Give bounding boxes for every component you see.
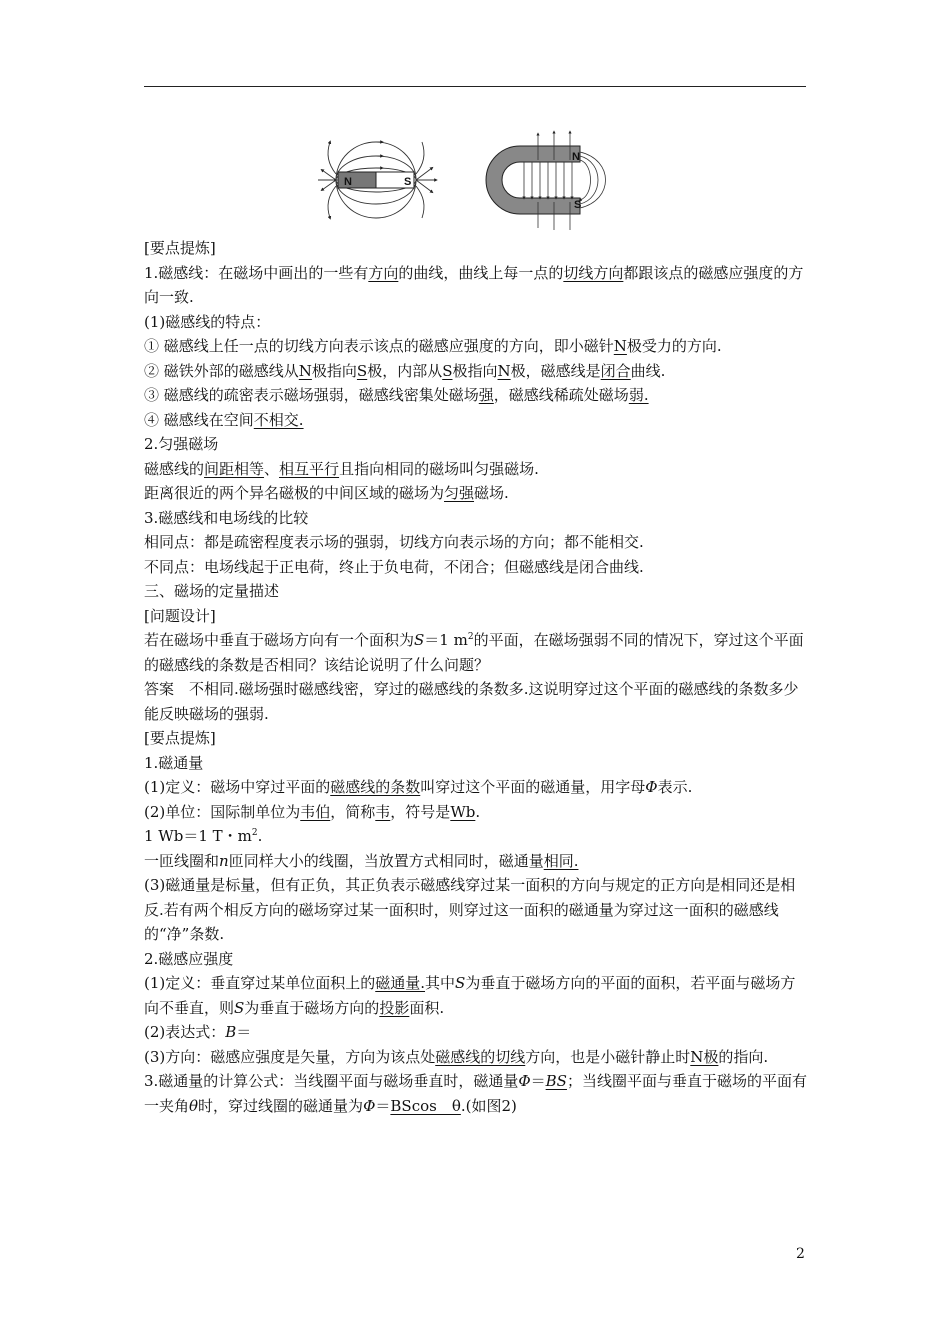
header-rule [144, 86, 806, 87]
paragraph: ④ 磁感线在空间不相交. [144, 410, 304, 429]
section-title: [要点提炼] [144, 729, 216, 747]
paragraph: (2)表达式：B＝ [144, 1023, 252, 1041]
paragraph: 一匝线圈和n匝同样大小的线圈，当放置方式相同时，磁通量相同. [144, 851, 579, 870]
paragraph: 2.磁感应强度 [144, 949, 234, 968]
paragraph: (1)磁感线的特点： [144, 312, 271, 331]
section-title: [问题设计] [144, 606, 216, 625]
bar-magnet-s-label: S [404, 176, 412, 188]
horseshoe-magnet-diagram [486, 132, 605, 230]
paragraph: ② 磁铁外部的磁感线从N极指向S极，内部从S极指向N极，磁感线是闭合曲线. [144, 361, 666, 380]
paragraph: (2)单位：国际制单位为韦伯，简称韦，符号是Wb. [144, 802, 481, 821]
paragraph: (3)方向：磁感应强度是矢量，方向为该点处磁感线的切线方向，也是小磁针静止时N极的指向. [144, 1047, 769, 1066]
paragraph: 3.磁通量的计算公式：当线圈平面与磁场垂直时，磁通量Φ＝BS；当线圈平面与垂直于磁场的平面有一夹角θ时，穿过线圈的磁通量为Φ＝BScos θ.(如图2) [144, 1072, 807, 1115]
horseshoe-s-label: S [574, 199, 582, 211]
paragraph: 1.磁感线：在磁场中画出的一些有方向的曲线，曲线上每一点的切线方向都跟该点的磁感应强度的方向一致. [144, 263, 804, 306]
horseshoe-n-label: N [572, 151, 580, 163]
paragraph: (1)定义：垂直穿过某单位面积上的磁通量.其中S为垂直于磁场方向的平面的面积，若平面与磁场方向不垂直，则S为垂直于磁场方向的投影面积. [144, 974, 796, 1017]
question: 若在磁场中垂直于磁场方向有一个面积为S＝1 $m^2$的平面，在磁场强弱不同的情况下，穿过这个平面的磁感线的条数是否相同？该结论说明了什么问题？ [144, 631, 804, 674]
answer: 答案 不相同.磁场强时磁感线密，穿过的磁感线的条数多.这说明穿过这个平面的磁感线的条数多少能反映磁场的强弱. [144, 680, 799, 723]
document-body [144, 236, 808, 1118]
paragraph: 3.磁感线和电场线的比较 [144, 508, 309, 527]
paragraph: 1 Wb＝1 T・$m^2$. [144, 827, 263, 845]
paragraph: 相同点：都是疏密程度表示场的强弱，切线方向表示场的方向；都不能相交. [144, 533, 644, 551]
paragraph: ① 磁感线上任一点的切线方向表示该点的磁感应强度的方向，即小磁针N极受力的方向. [144, 337, 722, 355]
paragraph: (1)定义：磁场中穿过平面的磁感线的条数叫穿过这个平面的磁通量，用字母Φ表示. [144, 778, 693, 796]
paragraph: 距离很近的两个异名磁极的中间区域的磁场为匀强磁场. [144, 484, 509, 502]
paragraph: (3)磁通量是标量，但有正负，其正负表示磁感线穿过某一面积的方向与规定的正方向是相同还是相反.若有两个相反方向的磁场穿过某一面积时，则穿过这一面积的磁通量为穿过这一面积的磁感线的“净”条数. [144, 876, 796, 943]
paragraph: ③ 磁感线的疏密表示磁场强弱，磁感线密集处磁场强，磁感线稀疏处磁场弱. [144, 386, 649, 404]
paragraph: 1.磁通量 [144, 753, 204, 772]
section-heading: 三、磁场的定量描述 [144, 582, 280, 600]
paragraph: 不同点：电场线起于正电荷，终止于负电荷，不闭合；但磁感线是闭合曲线. [144, 557, 644, 576]
bar-magnet-n-label: N [344, 176, 352, 188]
section-title: [要点提炼] [144, 239, 216, 257]
magnet-field-figure [318, 124, 618, 236]
page-number: 2 [796, 1246, 805, 1262]
paragraph: 磁感线的间距相等、相互平行且指向相同的磁场叫匀强磁场. [144, 459, 539, 478]
paragraph: 2.匀强磁场 [144, 435, 219, 453]
